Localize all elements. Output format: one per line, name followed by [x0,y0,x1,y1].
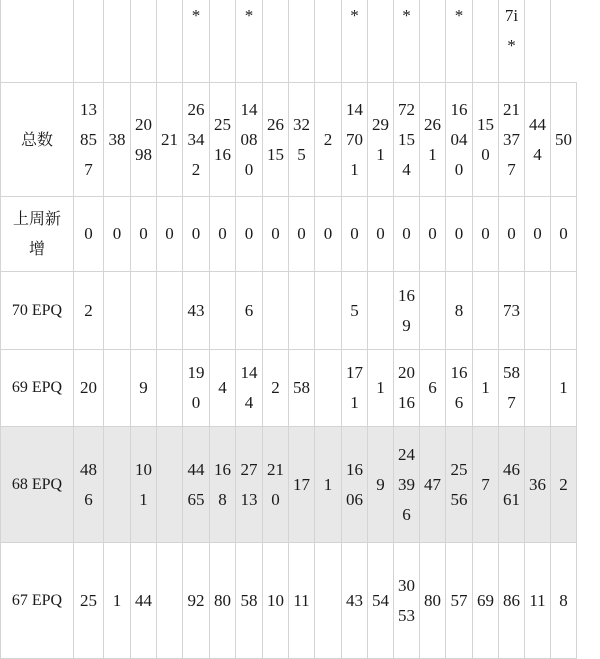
table-cell: 171 [342,350,368,427]
column-header: * [342,0,368,83]
table-cell: 0 [183,197,210,272]
table-cell: 2098 [131,83,157,197]
header-row [1,0,577,83]
table-cell [157,427,183,543]
table-cell: 0 [420,197,446,272]
table-row [1,543,577,659]
column-header [473,0,499,83]
table-cell: 169 [394,272,420,350]
table-cell: 38 [104,83,131,197]
column-header [289,0,315,83]
table-cell: 10 [263,543,289,659]
table-cell: 0 [394,197,420,272]
table-cell: 1 [104,543,131,659]
table-cell: 7 [473,427,499,543]
table-cell: 21 [157,83,183,197]
table-cell: 168 [210,427,236,543]
table-cell [368,272,394,350]
table-cell: 25 [74,543,104,659]
table-cell [315,272,342,350]
table-cell: 101 [131,427,157,543]
table-cell: 80 [210,543,236,659]
table-cell: 1 [368,350,394,427]
table-cell: 3053 [394,543,420,659]
table-cell: 0 [131,197,157,272]
table-cell: 86 [499,543,525,659]
table-cell [157,272,183,350]
table-cell: 72154 [394,83,420,197]
table-cell: 9 [368,427,394,543]
table-cell: 0 [74,197,104,272]
table-cell: 486 [74,427,104,543]
table-cell: 0 [157,197,183,272]
row-header: 总数 [1,83,74,197]
table-cell: 0 [342,197,368,272]
table-cell: 0 [551,197,577,272]
table-cell [551,272,577,350]
column-header [74,0,104,83]
table-cell: 190 [183,350,210,427]
table-cell: 210 [263,427,289,543]
table-row [1,197,577,272]
table-cell: 325 [289,83,315,197]
table-cell: 0 [236,197,263,272]
table-cell: 57 [446,543,473,659]
table-cell [420,272,446,350]
table-cell: 6 [420,350,446,427]
table-cell: 2713 [236,427,263,543]
table-cell: 80 [420,543,446,659]
table-cell: 0 [289,197,315,272]
table-cell [289,272,315,350]
table-cell: 1606 [342,427,368,543]
table-cell: 4 [210,350,236,427]
table-cell [157,350,183,427]
table-cell: 444 [525,83,551,197]
column-header: * [394,0,420,83]
table-cell: 92 [183,543,210,659]
table-cell: 144 [236,350,263,427]
table-cell: 17 [289,427,315,543]
row-header: 70 EPQ [1,272,74,350]
table-cell [210,272,236,350]
table-cell: 2615 [263,83,289,197]
table-cell: 14080 [236,83,263,197]
table-cell: 1 [473,350,499,427]
table-cell: 11 [289,543,315,659]
table-cell: 69 [473,543,499,659]
table-row [1,83,577,197]
table-cell: 1 [551,350,577,427]
corner-header-cell [1,0,74,83]
table-cell: 73 [499,272,525,350]
table-cell [157,543,183,659]
column-header: 7i* [499,0,525,83]
row-header: 上周新增 [1,197,74,272]
table-cell [315,350,342,427]
table-cell: 5 [342,272,368,350]
table-cell [263,272,289,350]
table-cell: 0 [525,197,551,272]
table-cell: 8 [551,543,577,659]
table-cell: 20 [74,350,104,427]
table-cell: 291 [368,83,394,197]
table-row [1,427,577,543]
table-cell: 44 [131,543,157,659]
table-cell: 0 [446,197,473,272]
table-cell: 166 [446,350,473,427]
table-cell: 6 [236,272,263,350]
table-cell [104,427,131,543]
table-cell: 16040 [446,83,473,197]
table-cell: 587 [499,350,525,427]
row-header: 67 EPQ [1,543,74,659]
table-cell: 2516 [210,83,236,197]
table-cell: 26342 [183,83,210,197]
table-cell [315,543,342,659]
table-cell: 9 [131,350,157,427]
table-cell: 21377 [499,83,525,197]
column-header [368,0,394,83]
table-cell: 13857 [74,83,104,197]
column-header: * [236,0,263,83]
table-cell: 0 [210,197,236,272]
column-header [315,0,342,83]
table-cell: 261 [420,83,446,197]
table-row [1,272,577,350]
column-header [157,0,183,83]
table-cell: 14701 [342,83,368,197]
table-cell: 2 [263,350,289,427]
row-header: 68 EPQ [1,427,74,543]
column-header: * [183,0,210,83]
table-cell: 2 [315,83,342,197]
table-cell: 54 [368,543,394,659]
column-header [210,0,236,83]
table-cell: 1 [315,427,342,543]
column-header: * [446,0,473,83]
table-cell: 0 [104,197,131,272]
table-cell [104,272,131,350]
table-cell [525,272,551,350]
table-cell: 11 [525,543,551,659]
table-cell: 0 [473,197,499,272]
table-cell: 4661 [499,427,525,543]
column-header [104,0,131,83]
table-cell: 2 [551,427,577,543]
column-header [263,0,289,83]
table-cell: 150 [473,83,499,197]
column-header [525,0,551,83]
row-header: 69 EPQ [1,350,74,427]
table-cell: 24396 [394,427,420,543]
table-cell: 43 [183,272,210,350]
table-cell: 47 [420,427,446,543]
table-cell: 50 [551,83,577,197]
table-cell [525,350,551,427]
table-cell: 0 [315,197,342,272]
table-cell: 2 [74,272,104,350]
table-cell [104,350,131,427]
table-cell: 43 [342,543,368,659]
table-cell: 0 [368,197,394,272]
column-header [420,0,446,83]
table-cell: 58 [289,350,315,427]
table-cell: 2556 [446,427,473,543]
table-cell: 4465 [183,427,210,543]
table-cell: 2016 [394,350,420,427]
column-header [131,0,157,83]
table-cell: 36 [525,427,551,543]
table-cell: 58 [236,543,263,659]
table-cell: 0 [263,197,289,272]
table-cell: 8 [446,272,473,350]
table-cell [131,272,157,350]
table-row [1,350,577,427]
table-cell [473,272,499,350]
table-cell: 0 [499,197,525,272]
